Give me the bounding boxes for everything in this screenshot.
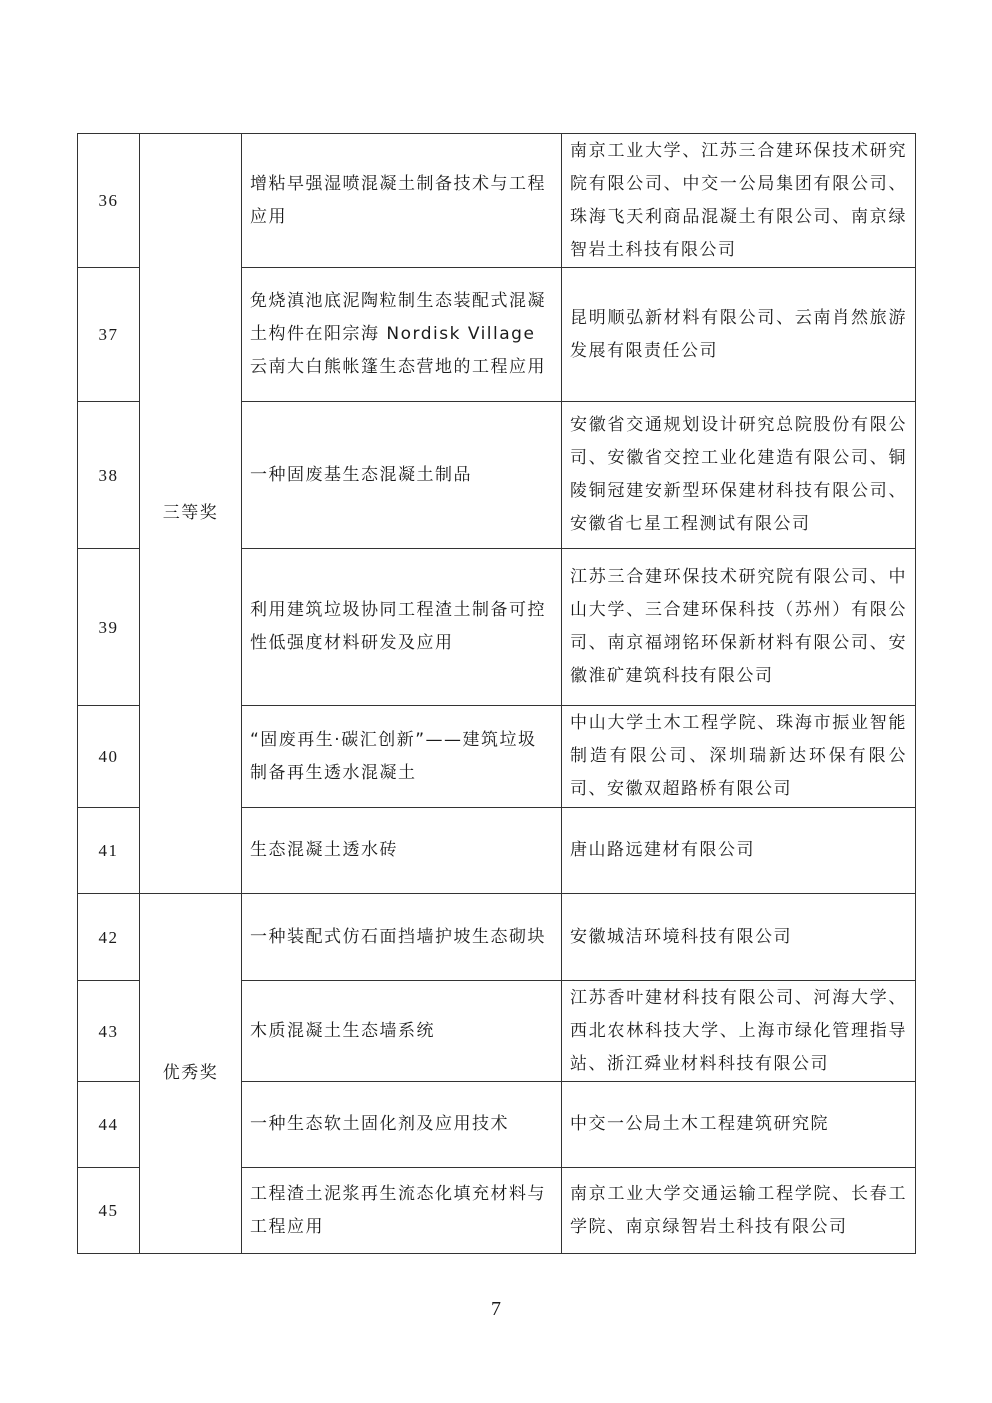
- row-number: 41: [78, 808, 140, 894]
- project-name: 一种装配式仿石面挡墙护坡生态砌块: [242, 894, 562, 981]
- units-list: 南京工业大学、江苏三合建环保技术研究院有限公司、中交一公局集团有限公司、珠海飞天利商品混凝土有限公司、南京绿智岩土科技有限公司: [562, 134, 916, 268]
- units-list: 安徽城洁环境科技有限公司: [562, 894, 916, 981]
- project-name: 木质混凝土生态墙系统: [242, 981, 562, 1082]
- project-name: 工程渣土泥浆再生流态化填充材料与工程应用: [242, 1168, 562, 1254]
- row-number: 36: [78, 134, 140, 268]
- project-name: 一种固废基生态混凝土制品: [242, 402, 562, 549]
- project-name: 利用建筑垃圾协同工程渣土制备可控性低强度材料研发及应用: [242, 549, 562, 706]
- table-row: [78, 894, 916, 981]
- units-list: 安徽省交通规划设计研究总院股份有限公司、安徽省交控工业化建造有限公司、铜陵铜冠建安新型环保建材科技有限公司、安徽省七星工程测试有限公司: [562, 402, 916, 549]
- row-number: 38: [78, 402, 140, 549]
- awards-table: [77, 133, 916, 1254]
- row-number: 45: [78, 1168, 140, 1254]
- project-name: 免烧滇池底泥陶粒制生态装配式混凝土构件在阳宗海 Nordisk Village 云南大白熊帐篷生态营地的工程应用: [242, 268, 562, 402]
- row-number: 42: [78, 894, 140, 981]
- table-row: [78, 134, 916, 268]
- row-number: 40: [78, 706, 140, 808]
- project-name: 一种生态软土固化剂及应用技术: [242, 1082, 562, 1168]
- units-list: 唐山路远建材有限公司: [562, 808, 916, 894]
- units-list: 中交一公局土木工程建筑研究院: [562, 1082, 916, 1168]
- units-list: 江苏三合建环保技术研究院有限公司、中山大学、三合建环保科技（苏州）有限公司、南京福翊铭环保新材料有限公司、安徽淮矿建筑科技有限公司: [562, 549, 916, 706]
- project-name: 生态混凝土透水砖: [242, 808, 562, 894]
- award-level-third: 三等奖: [140, 134, 242, 894]
- page-number: 7: [491, 1298, 501, 1320]
- units-list: 南京工业大学交通运输工程学院、长春工学院、南京绿智岩土科技有限公司: [562, 1168, 916, 1254]
- row-number: 39: [78, 549, 140, 706]
- row-number: 37: [78, 268, 140, 402]
- row-number: 43: [78, 981, 140, 1082]
- row-number: 44: [78, 1082, 140, 1168]
- units-list: 中山大学土木工程学院、珠海市振业智能制造有限公司、深圳瑞新达环保有限公司、安徽双超路桥有限公司: [562, 706, 916, 808]
- project-name: “固废再生·碳汇创新”——建筑垃圾制备再生透水混凝土: [242, 706, 562, 808]
- units-list: 江苏香叶建材科技有限公司、河海大学、西北农林科技大学、上海市绿化管理指导站、浙江舜业材料科技有限公司: [562, 981, 916, 1082]
- units-list: 昆明顺弘新材料有限公司、云南肖然旅游发展有限责任公司: [562, 268, 916, 402]
- project-name: 增粘早强湿喷混凝土制备技术与工程应用: [242, 134, 562, 268]
- award-level-excellent: 优秀奖: [140, 894, 242, 1254]
